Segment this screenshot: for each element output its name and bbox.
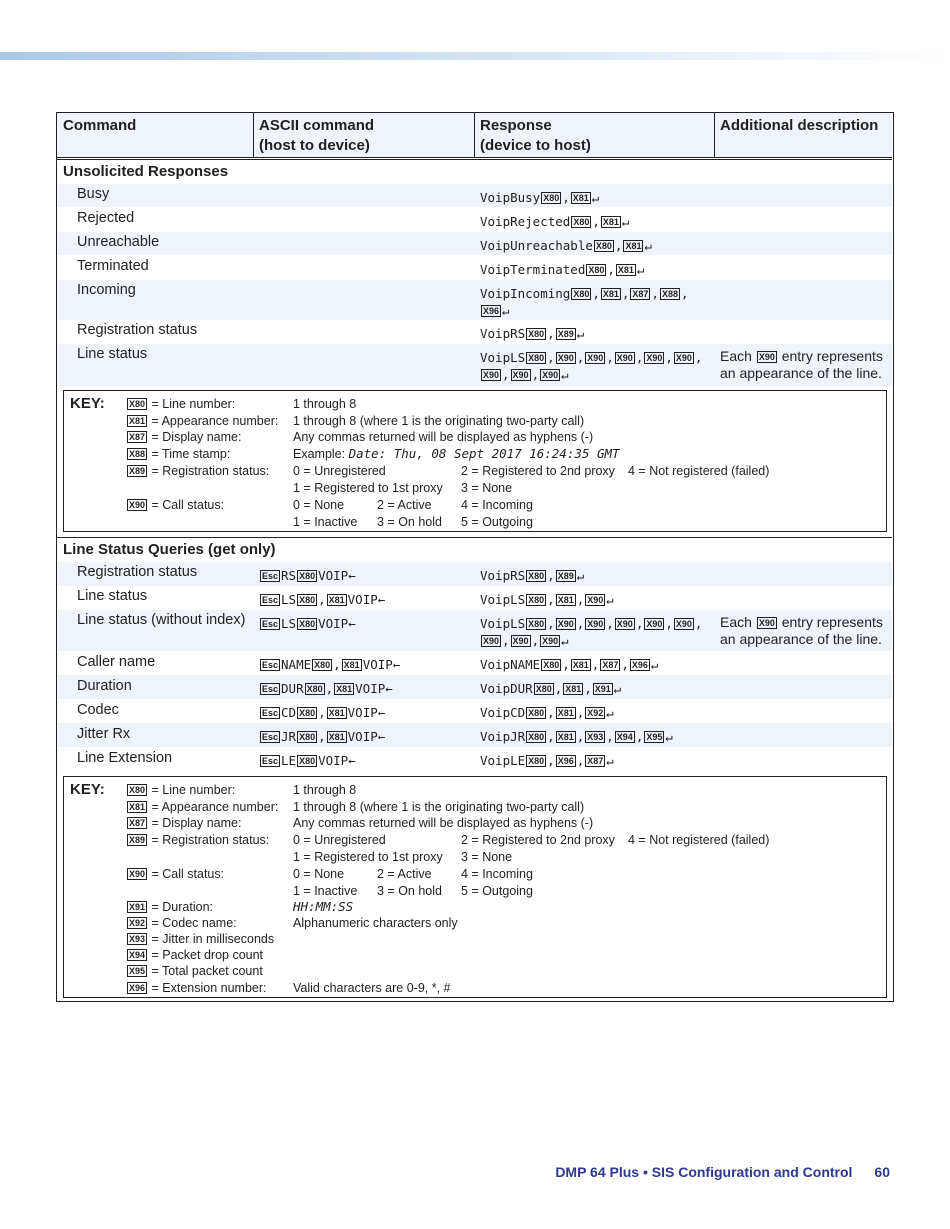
- command-label: Line status: [77, 588, 148, 604]
- header-double-rule: [57, 159, 892, 160]
- key-box-queries: [63, 776, 887, 998]
- key-value: 1 = Registered to 1st proxy: [293, 850, 443, 864]
- return-icon: ↵: [644, 238, 652, 253]
- table-row: [57, 232, 892, 255]
- key-item: X90 = Call status:: [129, 498, 225, 512]
- key-value: 1 = Inactive: [293, 884, 358, 898]
- table-row: [57, 320, 892, 344]
- arrow-icon: ←: [377, 592, 386, 607]
- key-value: Valid characters are 0-9, *, #: [293, 981, 451, 995]
- esc-key-icon: Esc: [262, 708, 279, 718]
- key-value: 4 = Incoming: [461, 498, 533, 512]
- section-title-unsolicited: Unsolicited Responses: [63, 163, 229, 180]
- key-value: 1 = Registered to 1st proxy: [293, 481, 443, 495]
- key-item: X87 = Display name:: [129, 816, 242, 830]
- additional-description: Each X90 entry represents an appearance of the line.: [720, 348, 883, 381]
- command-label: Jitter Rx: [77, 726, 131, 742]
- key-item: X88 = Time stamp:: [129, 447, 231, 461]
- esc-key-icon: Esc: [262, 619, 279, 629]
- table-row: [57, 651, 892, 675]
- key-item: X90 = Call status:: [129, 867, 225, 881]
- page-footer: [555, 1164, 890, 1180]
- response-value: VoipRS X80 , X89 ↵: [480, 326, 585, 341]
- arrow-icon: ←: [348, 753, 356, 768]
- esc-key-icon: Esc: [262, 595, 279, 605]
- key-value: 2 = Active: [377, 498, 432, 512]
- response-value: VoipRS X80 , X89 ↵: [480, 568, 585, 583]
- ascii-command: Esc LE X80 VOIP←: [262, 753, 356, 768]
- key-value: 1 = Inactive: [293, 515, 358, 529]
- key-value: 4 = Not registered (failed): [628, 464, 770, 478]
- command-label: Registration status: [77, 322, 198, 338]
- command-label: Line status (without index): [77, 612, 246, 628]
- key-item: X94 = Packet drop count: [129, 948, 264, 962]
- return-icon: ↵: [561, 633, 569, 648]
- key-value: 2 = Registered to 2nd proxy: [461, 464, 615, 478]
- table-row: [57, 586, 892, 610]
- key-value: 1 through 8: [293, 397, 357, 411]
- response-value: VoipTerminated X80 , X81 ↵: [480, 262, 645, 277]
- ascii-command: Esc DUR X80 , X81 VOIP←: [262, 681, 393, 696]
- table-row: [57, 184, 892, 207]
- key-item: X89 = Registration status:: [129, 833, 270, 847]
- key-item: X92 = Codec name:: [129, 916, 237, 930]
- key-item: X80 = Line number:: [129, 397, 236, 411]
- key-value: 1 through 8 (where 1 is the originating two-party call): [293, 800, 585, 814]
- return-icon: ↵: [606, 592, 614, 607]
- arrow-icon: ←: [348, 568, 356, 583]
- command-label: Incoming: [77, 282, 136, 298]
- header-ascii: ASCII command (host to device): [259, 117, 375, 154]
- response-value: VoipBusy X80 , X81 ↵: [480, 190, 600, 205]
- key-value: 5 = Outgoing: [461, 515, 533, 529]
- page-number: 60: [874, 1164, 890, 1180]
- additional-description: Each X90 entry represents an appearance of the line.: [720, 614, 883, 647]
- key-value: 2 = Registered to 2nd proxy: [461, 833, 615, 847]
- key-value: 3 = None: [461, 481, 513, 495]
- section-title-queries: Line Status Queries (get only): [63, 541, 276, 558]
- command-label: Line status: [77, 346, 148, 362]
- key-item: X95 = Total packet count: [129, 964, 263, 978]
- table-row: [57, 699, 892, 723]
- esc-key-icon: Esc: [262, 660, 279, 670]
- table-row: [57, 256, 892, 279]
- footer-title: DMP 64 Plus • SIS Configuration and Control: [555, 1164, 853, 1180]
- return-icon: ↵: [576, 326, 585, 341]
- response-value: VoipLS X80 , X81 , X90 ↵: [480, 592, 614, 607]
- command-label: Rejected: [77, 210, 135, 226]
- key-value: 0 = None: [293, 498, 345, 512]
- key-value: 2 = Active: [377, 867, 432, 881]
- command-label: Caller name: [77, 654, 156, 670]
- table-row: [57, 344, 892, 386]
- return-icon: ↵: [561, 367, 569, 382]
- key-item: X81 = Appearance number:: [129, 800, 279, 814]
- esc-key-icon: Esc: [262, 684, 279, 694]
- return-icon: ↵: [621, 214, 630, 229]
- ascii-command: Esc RS X80 VOIP←: [262, 568, 356, 583]
- top-accent-bar: [0, 52, 950, 60]
- key-value: Any commas returned will be displayed as hyphens (-): [293, 816, 594, 830]
- table-header: [57, 113, 892, 158]
- key-item: X87 = Display name:: [129, 430, 242, 444]
- ascii-command: Esc LS X80 VOIP←: [262, 616, 356, 631]
- key-item: X93 = Jitter in milliseconds: [129, 932, 275, 946]
- key-value: 0 = Unregistered: [293, 833, 386, 847]
- table-row: [57, 610, 892, 651]
- return-icon: ↵: [665, 729, 673, 744]
- key-value: Example: Date: Thu, 08 Sept 2017 16:24:35 GMT: [293, 446, 620, 461]
- response-value: VoipDUR X80 , X81 , X91 ↵: [480, 681, 622, 696]
- key-value: Any commas returned will be displayed as hyphens (-): [293, 430, 594, 444]
- return-icon: ↵: [502, 303, 510, 318]
- key-value: 3 = None: [461, 850, 513, 864]
- key-item: X96 = Extension number:: [129, 981, 267, 995]
- header-response: Response (device to host): [480, 117, 591, 154]
- table-row: [57, 280, 892, 320]
- key-item: X89 = Registration status:: [129, 464, 270, 478]
- command-label: Codec: [77, 702, 119, 718]
- return-icon: ↵: [576, 568, 585, 583]
- response-value: VoipLE X80 , X96 , X87 ↵: [480, 753, 614, 768]
- key-box-unsolicited: [63, 390, 887, 532]
- header-command: Command: [63, 117, 137, 134]
- key-value: 3 = On hold: [377, 884, 442, 898]
- key-value: Alphanumeric characters only: [293, 916, 458, 930]
- key-value: 0 = None: [293, 867, 345, 881]
- key-value: 4 = Not registered (failed): [628, 833, 770, 847]
- response-value: VoipCD X80 , X81 , X92 ↵: [480, 705, 614, 720]
- ascii-command: Esc LS X80 , X81 VOIP←: [262, 592, 386, 607]
- arrow-icon: ←: [348, 616, 356, 631]
- key-value: 0 = Unregistered: [293, 464, 386, 478]
- return-icon: ↵: [606, 753, 614, 768]
- response-value: VoipNAME X80 , X81 , X87 , X96 ↵: [480, 657, 659, 672]
- key-label: KEY:: [70, 781, 105, 798]
- key-value: 3 = On hold: [377, 515, 442, 529]
- key-item: X91 = Duration:: [129, 900, 213, 914]
- table-row: [57, 723, 892, 747]
- response-value: VoipUnreachable X80 , X81 ↵: [480, 238, 652, 253]
- esc-key-icon: Esc: [262, 756, 279, 766]
- key-value: 1 through 8 (where 1 is the originating two-party call): [293, 414, 585, 428]
- key-item: X81 = Appearance number:: [129, 414, 279, 428]
- key-item: X80 = Line number:: [129, 783, 236, 797]
- return-icon: ↵: [591, 190, 600, 205]
- return-icon: ↵: [650, 657, 659, 672]
- ascii-command: Esc CD X80 , X81 VOIP←: [262, 705, 386, 720]
- key-value: HH:MM:SS: [293, 899, 354, 914]
- command-label: Duration: [77, 678, 132, 694]
- response-value: VoipIncoming X80 , X81 , X87 , X88 , X96 ↵: [480, 286, 689, 318]
- arrow-icon: ←: [377, 729, 386, 744]
- table-row: [57, 208, 892, 231]
- key-value: 5 = Outgoing: [461, 884, 533, 898]
- return-icon: ↵: [613, 681, 622, 696]
- response-value: VoipJR X80 , X81 , X93 , X94 , X95 ↵: [480, 729, 673, 744]
- ascii-command: Esc NAME X80 , X81 VOIP←: [262, 657, 401, 672]
- command-label: Registration status: [77, 564, 198, 580]
- response-value: VoipRejected X80 , X81 ↵: [480, 214, 630, 229]
- key-value: 1 through 8: [293, 783, 357, 797]
- header-description: Additional description: [720, 117, 879, 134]
- section-divider: [57, 537, 892, 538]
- key-label: KEY:: [70, 395, 105, 412]
- arrow-icon: ←: [385, 681, 393, 696]
- command-label: Line Extension: [77, 750, 173, 766]
- arrow-icon: ←: [392, 657, 401, 672]
- esc-key-icon: Esc: [262, 732, 279, 742]
- command-label: Terminated: [77, 258, 149, 274]
- response-value: VoipLS X80 , X90 , X90 , X90 , X90 , X90 , X90 , X90 , X90 ↵: [480, 616, 703, 648]
- ascii-command: Esc JR X80 , X81 VOIP←: [262, 729, 386, 744]
- table-row: [57, 747, 892, 771]
- key-value: 4 = Incoming: [461, 867, 533, 881]
- table-row: [57, 675, 892, 699]
- return-icon: ↵: [606, 705, 614, 720]
- command-label: Unreachable: [77, 234, 160, 250]
- return-icon: ↵: [636, 262, 645, 277]
- response-value: VoipLS X80 , X90 , X90 , X90 , X90 , X90 , X90 , X90 , X90 ↵: [480, 350, 703, 382]
- command-table: [56, 112, 894, 1002]
- arrow-icon: ←: [377, 705, 386, 720]
- esc-key-icon: Esc: [262, 571, 279, 581]
- command-label: Busy: [77, 186, 110, 202]
- table-row: [57, 562, 892, 586]
